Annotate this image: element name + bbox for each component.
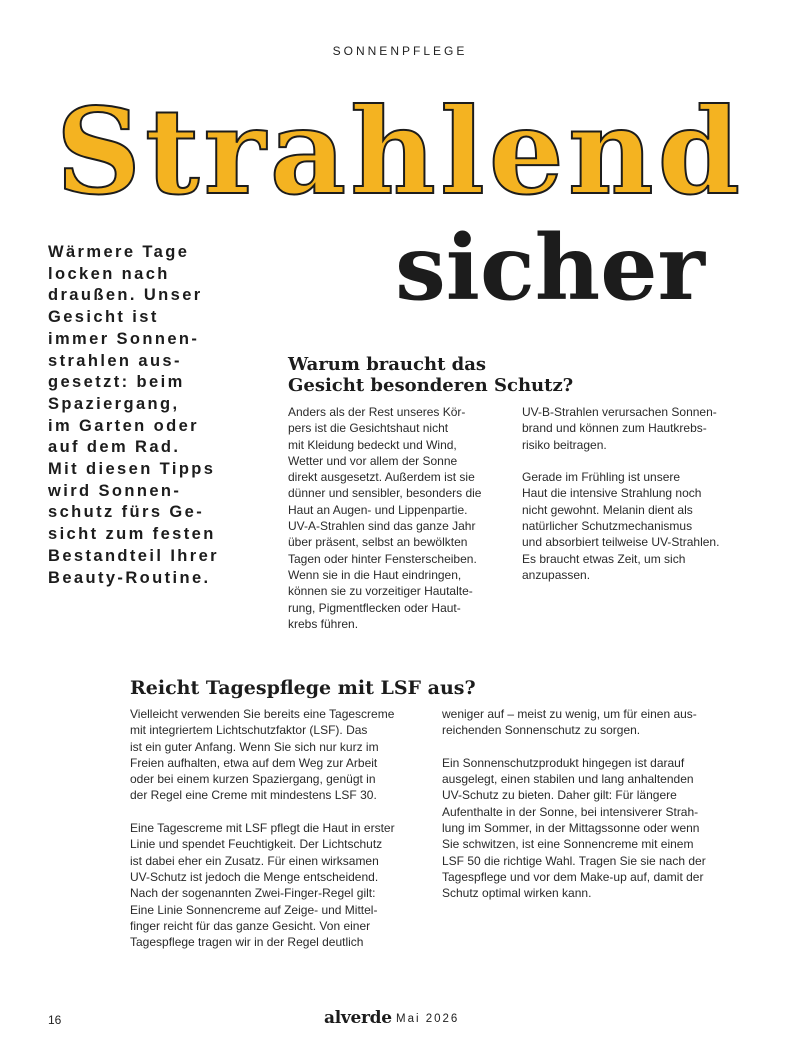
- text-line: risiko beitragen.: [522, 437, 607, 452]
- text-line: natürlicher Schutzmechanismus: [522, 519, 693, 534]
- text-line: reichenden Sonnenschutz zu sorgen.: [442, 723, 641, 738]
- intro-line: Beauty-Routine.: [48, 568, 211, 587]
- text-line: über präsent, selbst an bewölkten: [288, 535, 468, 550]
- text-line: nicht gewohnt. Melanin dient als: [522, 502, 693, 517]
- text-line: Tagen oder hinter Fensterscheiben.: [288, 551, 477, 566]
- text-line: lung im Sommer, in der Mittagssonne oder wenn: [442, 821, 700, 836]
- text-line: UV-B-Strahlen verursachen Sonnen-: [522, 405, 717, 419]
- text-line: Haut die intensive Strahlung noch: [522, 486, 702, 501]
- intro-line: strahlen aus-: [48, 351, 182, 370]
- text-line: Wenn sie in die Haut eindringen,: [288, 567, 462, 582]
- text-line: Wetter und vor allem der Sonne: [288, 453, 458, 468]
- section1-column-1: [288, 404, 508, 632]
- text-line: Eine Linie Sonnencreme auf Zeige- und Mittel-: [130, 902, 378, 917]
- text-line: rung, Pigmentflecken oder Haut-: [288, 600, 461, 615]
- section2-column-1: [130, 706, 420, 950]
- intro-line: Wärmere Tage: [48, 243, 190, 261]
- text-line: Eine Tagescreme mit LSF pflegt die Haut in erster: [130, 821, 395, 836]
- intro-text: [48, 242, 258, 589]
- intro-line: sicht zum festen: [48, 525, 216, 544]
- text-line: ausgelegt, einen stabilen und lang anhaltenden: [442, 772, 694, 787]
- section1-heading: [288, 354, 573, 396]
- text-line: finger reicht für das ganze Gesicht. Von einer: [130, 918, 371, 933]
- text-line: Nach der sogenannten Zwei-Finger-Regel gilt:: [130, 886, 376, 901]
- text-line: Freien aufhalten, etwa auf dem Weg zur Arbeit: [130, 755, 378, 770]
- intro-line: Spaziergang,: [48, 394, 180, 413]
- intro-line: im Garten oder: [48, 416, 199, 435]
- text-line: pers ist die Gesichtshaut nicht: [288, 421, 449, 436]
- headline-sub: sicher: [395, 215, 705, 321]
- text-line: Vielleicht verwenden Sie bereits eine Tagescreme: [130, 707, 395, 721]
- text-line: brand und können zum Hautkrebs-: [522, 421, 707, 436]
- text-line: Haut an Augen- und Lippenpartie.: [288, 502, 468, 517]
- text-line: UV-A-Strahlen sind das ganze Jahr: [288, 519, 476, 534]
- text-line: direkt ausgesetzt. Außerdem ist sie: [288, 470, 475, 485]
- text-line: Anders als der Rest unseres Kör-: [288, 405, 466, 419]
- intro-line: draußen. Unser: [48, 286, 203, 305]
- text-line: Schutz optimal wirken kann.: [442, 886, 592, 901]
- text-line: [130, 804, 420, 820]
- text-line: UV-Schutz zu bieten. Daher gilt: Für längere: [442, 788, 677, 803]
- intro-line: Mit diesen Tipps: [48, 460, 216, 479]
- text-line: Tagespflege und vor dem Make-up auf, damit der: [442, 869, 704, 884]
- text-line: Aufenthalte in der Sonne, bei intensiverer Strah-: [442, 804, 699, 819]
- text-line: Es braucht etwas Zeit, um sich: [522, 551, 686, 566]
- text-line: anzupassen.: [522, 567, 591, 582]
- text-line: UV-Schutz ist jedoch die Menge entscheidend.: [130, 869, 379, 884]
- text-line: krebs führen.: [288, 616, 359, 631]
- intro-line: wird Sonnen-: [48, 481, 182, 500]
- text-line: können sie zu vorzeitiger Hautalte-: [288, 584, 473, 599]
- section1-column-2: [522, 404, 752, 583]
- text-line: Tagespflege tragen wir in der Regel deutlich: [130, 935, 364, 950]
- headline-main: Strahlend: [55, 82, 745, 221]
- text-line: LSF 50 die richtige Wahl. Tragen Sie sie nach der: [442, 853, 706, 868]
- issue-date: Mai 2026: [396, 1013, 460, 1025]
- section1-heading-line: Warum braucht das: [288, 354, 487, 375]
- text-line: Linie und spendet Feuchtigkeit. Der Lichtschutz: [130, 837, 383, 852]
- text-line: [442, 739, 732, 755]
- intro-line: auf dem Rad.: [48, 438, 181, 457]
- intro-line: schutz fürs Ge-: [48, 503, 205, 522]
- section1-heading-line: Gesicht besonderen Schutz?: [288, 375, 574, 396]
- section-kicker: SONNENPFLEGE: [332, 44, 468, 58]
- intro-line: Gesicht ist: [48, 308, 159, 327]
- text-line: [522, 453, 752, 469]
- text-line: Gerade im Frühling ist unsere: [522, 470, 681, 485]
- intro-line: locken nach: [48, 264, 170, 283]
- text-line: dünner und sensibler, besonders die: [288, 486, 482, 501]
- brand-logo: alverde: [324, 1008, 392, 1028]
- text-line: ist dabei eher ein Zusatz. Für einen wirksamen: [130, 853, 379, 868]
- text-line: der Regel eine Creme mit mindestens LSF 30.: [130, 788, 377, 803]
- section2-column-2: [442, 706, 732, 902]
- intro-line: gesetzt: beim: [48, 373, 185, 392]
- text-line: und absorbiert teilweise UV-Strahlen.: [522, 535, 720, 550]
- text-line: weniger auf – meist zu wenig, um für einen aus-: [442, 707, 697, 721]
- text-line: Sie schwitzen, ist eine Sonnencreme mit einem: [442, 837, 694, 852]
- text-line: mit integriertem Lichtschutzfaktor (LSF). Das: [130, 723, 368, 738]
- page-number: 16: [48, 1013, 62, 1027]
- section2-heading: Reicht Tagespflege mit LSF aus?: [130, 677, 476, 699]
- text-line: Ein Sonnenschutzprodukt hingegen ist darauf: [442, 755, 685, 770]
- text-line: oder bei einem kurzen Spaziergang, genügt in: [130, 772, 376, 787]
- text-line: ist ein guter Anfang. Wenn Sie sich nur kurz im: [130, 739, 379, 754]
- intro-line: Bestandteil Ihrer: [48, 546, 220, 565]
- text-line: mit Kleidung bedeckt und Wind,: [288, 437, 457, 452]
- intro-line: immer Sonnen-: [48, 329, 200, 348]
